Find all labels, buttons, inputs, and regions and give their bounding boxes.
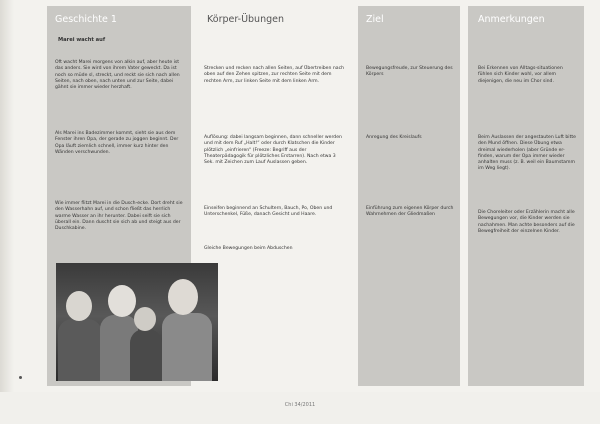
story-paragraph-1: Oft wacht Marei morgens von alkin auf, aber heute ist das anders. Sie wird von ihrem Vater geweckt. Da ist noch so müde sl, streckt, und reckt sie sich nach allen Seiten, nach oben, nach unten und zur Seite, dabei gähnt sie immer wieder herzhaft.	[55, 60, 180, 91]
goal-paragraph-1: Bewegungsfreude, zur Steuerung des Körpers	[366, 66, 453, 78]
story-subtitle: Marei wacht auf	[58, 37, 106, 43]
story-paragraph-2: Als Marei ins Badezimmer kommt, sieht sie aus dem Fenster ihren Opa, der gerade zu joggen beginnt. Der Opa läuft ziemlich schnell, immer kurz hinter den Wänden verschwunden.	[55, 131, 179, 155]
story-paragraph-3: Wie immer flitzt Marei in die Dusch-ecke. Dort dreht sie den Wasserhahn auf, und schon fließt das herrlich warme Wasser an ihr herunter. Dabei seift sie sich überall ein. Dann duscht sie sich ab und steigt aus der Duschkabine.	[55, 201, 183, 232]
heading-geschichte: Geschichte 1	[55, 14, 117, 25]
child-body	[58, 319, 102, 381]
note-paragraph-1: Bei Erkennen von Alltags-situationen fühlen sich Kinder wohl, vor allem diejenigen, die neu im Chor sind.	[478, 66, 563, 84]
note-paragraph-2: Beim Auslassen der angestauten Luft bitte den Mund öffnen. Diese Übung etwa dreimal wiederholen (aber Gründe er-finden, warum der Opa immer wieder anhalten muss (z. B. weil ein Baumstamm im Weg liegt).	[478, 135, 577, 172]
heading-uebungen: Körper-Übungen	[207, 14, 284, 25]
child-face	[66, 291, 92, 321]
exercise-paragraph-2: Auflösung: dabei langsam beginnen, dann schneller werden und mit dem Ruf „Halt!“ oder durch Klatschen die Kinder plötzlich „einfrieren“ (Freeze: Begriff aus der Theaterpädagogik für plötzliches Erstarren). Nach etwa 3 Sek. mit Zeichen zum Lauf Auslassen geben.	[204, 135, 342, 166]
exercise-paragraph-4: Gleiche Bewegungen beim Abduschen	[204, 246, 293, 251]
page-edge	[0, 0, 14, 424]
bottom-margin	[0, 392, 600, 424]
heading-ziel: Ziel	[366, 14, 384, 25]
binding-dot	[19, 376, 22, 379]
column-ziel-bg	[358, 6, 460, 386]
page-footer: Chi 34/2011	[284, 402, 316, 408]
child-body	[130, 329, 162, 381]
column-anmerkungen-bg	[468, 6, 584, 386]
child-face	[134, 307, 156, 331]
child-face	[168, 279, 198, 315]
goal-paragraph-2: Anregung des Kreislaufs	[366, 135, 422, 140]
exercise-paragraph-3: Einseifen beginnend an Schultern, Bauch, Po, Oben und Unterschenkel, Füße, danach Gesicht und Haare.	[204, 206, 333, 218]
goal-paragraph-3: Einführung zum eigenen Körper durch Wahrnehmen der Gliedmaßen	[366, 206, 454, 218]
child-face	[108, 285, 136, 317]
children-choir-photo	[56, 263, 218, 381]
note-paragraph-3: Die Choreleiter oder Erzählerin macht alle Bewegungen vor, die Kinder werden sie nachahmen. Man achte besonders auf die Bewegfreiheit der einzelnen Kinder.	[478, 210, 575, 234]
heading-anmerkungen: Anmerkungen	[478, 14, 545, 25]
exercise-paragraph-1: Strecken und recken nach allen Seiten, auf Übertreiben nach oben auf den Zehen spitzen, zur rechten Seite mit dem rechten Arm, zur linken Seite mit dem linken Arm.	[204, 66, 345, 84]
column-uebungen-bg	[197, 6, 349, 386]
child-body	[162, 313, 212, 381]
